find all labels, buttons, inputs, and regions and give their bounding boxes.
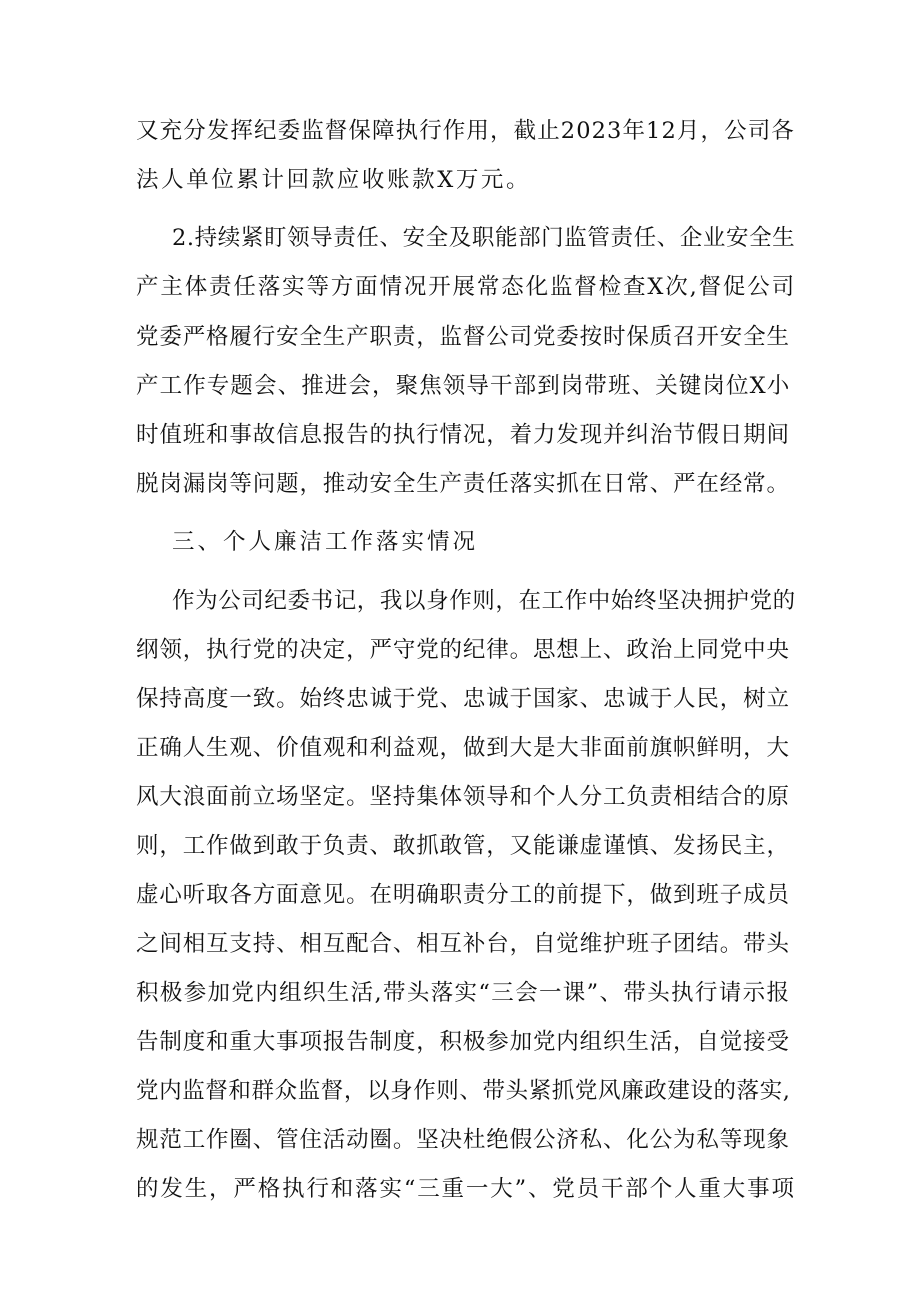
paragraph-3-line-12: 规范工作圈、管住活动圈。坚决杜绝假公济私、化公为私等现象 <box>136 1127 790 1153</box>
paragraph-3-line-10: 告制度和重大事项报告制度，积极参加党内组织生活，自觉接受 <box>136 1029 790 1055</box>
paragraph-1-line-1: 又充分发挥纪委监督保障执行作用，截止2023年12月，公司各 <box>136 118 795 144</box>
paragraph-3-line-3: 保持高度一致。始终忠诚于党、忠诚于国家、忠诚于人民，树立 <box>136 686 790 712</box>
paragraph-3-line-5: 风大浪面前立场坚定。坚持集体领导和个人分工负责相结合的原 <box>136 784 790 810</box>
paragraph-3-line-7: 虚心听取各方面意见。在明确职责分工的前提下，做到班子成员 <box>136 882 790 908</box>
paragraph-2-line-5: 时值班和事故信息报告的执行情况，着力发现并纠治节假日期间 <box>136 422 790 448</box>
paragraph-2-line-4: 产工作专题会、推进会，聚焦领导干部到岗带班、关键岗位X小 <box>136 373 791 399</box>
paragraph-2-line-2: 产主体责任落实等方面情况开展常态化监督检查X次,督促公司 <box>136 274 796 300</box>
paragraph-3-line-2: 纲领，执行党的决定，严守党的纪律。思想上、政治上同党中央 <box>136 637 790 663</box>
paragraph-2-line-6: 脱岗漏岗等问题，推动安全生产责任落实抓在日常、严在经常。 <box>136 471 790 497</box>
paragraph-3-line-6: 则，工作做到敢于负责、敢抓敢管，又能谦虚谨慎、发扬民主， <box>136 833 790 859</box>
paragraph-3-line-9: 积极参加党内组织生活,带头落实“三会一课”、带头执行请示报 <box>136 980 791 1006</box>
paragraph-2-line-1: 2.持续紧盯领导责任、安全及职能部门监管责任、企业安全生 <box>172 225 796 251</box>
paragraph-3-line-1: 作为公司纪委书记，我以身作则，在工作中始终坚决拥护党的 <box>172 588 796 614</box>
paragraph-3-line-13: 的发生，严格执行和落实“三重一大”、党员干部个人重大事项 <box>136 1176 796 1202</box>
paragraph-2-line-3: 党委严格履行安全生产职责，监督公司党委按时保质召开安全生 <box>136 324 790 350</box>
paragraph-3-line-11: 党内监督和群众监督，以身作则、带头紧抓党风廉政建设的落实, <box>136 1078 791 1104</box>
paragraph-1-line-2: 法人单位累计回款应收账款X万元。 <box>136 167 532 193</box>
paragraph-3-line-8: 之间相互支持、相互配合、相互补台，自觉维护班子团结。带头 <box>136 931 790 957</box>
section-heading: 三、个人廉洁工作落实情况 <box>172 529 479 555</box>
paragraph-3-line-4: 正确人生观、价值观和利益观，做到大是大非面前旗帜鲜明，大 <box>136 735 790 761</box>
